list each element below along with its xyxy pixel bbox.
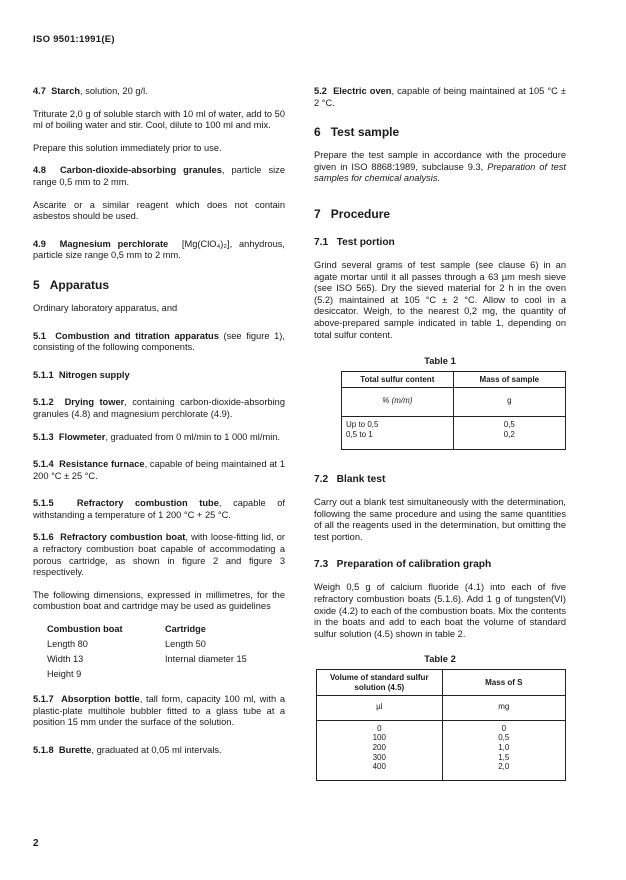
table-1-caption: Table 1 — [424, 355, 456, 367]
clause-7-3-text: Weigh 0,5 g of calcium fluoride (4.1) into each of five refractory combustion boats (5.1.6). Add 1 g of tungsten(VI) oxide (4.2) to each of the combustion boats. Mix the contents in the boats and add to each boat the volume of standard sulfur solution (4.5) shown in table 2. — [314, 582, 566, 639]
table-2-cell — [317, 720, 443, 780]
table-1-cell — [453, 416, 565, 449]
table-1-cell — [342, 416, 454, 449]
table-2-unit-volume: µl — [317, 696, 443, 721]
table-2-mass: 1,5 — [498, 752, 510, 762]
cartridge-empty — [165, 668, 247, 683]
table-2-header-mass: Mass of S — [442, 670, 565, 696]
clause-5-1-6: 5.1.6 Refractory combustion boat, with loose-fitting lid, or a refractory combustion boat capable of accommodating a porous cartridge, as shown in figure 2 and figure 3 respectively. — [33, 532, 285, 578]
cartridge-length: Length 50 — [165, 639, 206, 650]
clause-5-1-6-text: The following dimensions, expressed in millimetres, for the combustion boat and cartridge may be used as guidelines — [33, 589, 285, 612]
clause-5-1-8: 5.1.8 Burette, graduated at 0,05 ml intervals. — [33, 744, 222, 755]
clause-5-1-4: 5.1.4 Resistance furnace, capable of being maintained at 1 200 °C ± 25 °C. — [33, 459, 286, 481]
table-2-cell — [442, 720, 565, 780]
clause-4-8-note: Ascarite or a similar reagent which does not contain asbestos should be used. — [33, 199, 285, 222]
clause-5-2: 5.2 Electric oven, capable of being maintained at 105 °C ± 2 °C. — [314, 86, 566, 108]
table-2-mass: 0,5 — [498, 733, 510, 743]
document-header: ISO 9501:1991(E) — [33, 34, 115, 45]
table-2-volume: 0 — [377, 723, 382, 733]
clause-5-1-5: 5.1.5 Refractory combustion tube, capable of withstanding a temperature of 1 200 °C + 25 °C. — [33, 498, 285, 520]
table-2-caption: Table 2 — [424, 653, 456, 665]
table-1 — [341, 371, 566, 450]
table-2-volume: 300 — [372, 752, 386, 762]
section-7-heading: 7 Procedure — [314, 206, 391, 221]
table-2-unit-mass: mg — [442, 696, 565, 721]
clause-5-1-1: 5.1.1 Nitrogen supply — [33, 369, 130, 380]
table-2-mass: 2,0 — [498, 762, 510, 772]
clause-7-1-heading: 7.1 Test portion — [314, 236, 395, 248]
table-2-mass: 0 — [501, 723, 507, 733]
table-1-range: 0,5 to 1 — [346, 429, 373, 439]
dimensions-table — [47, 623, 247, 683]
clause-4-7-text: Triturate 2,0 g of soluble starch with 10 ml of water, add to 50 ml of boiling water and stir. Cool, dilute to 100 ml and mix. — [33, 108, 285, 131]
page-number: 2 — [33, 838, 39, 849]
table-2-volume: 400 — [372, 762, 386, 772]
table-1-mass: 0,5 — [503, 419, 515, 429]
table-2 — [316, 669, 566, 781]
section-6-heading: 6 Test sample — [314, 125, 400, 140]
table-1-range: Up to 0,5 — [346, 419, 379, 429]
boat-heading: Combustion boat — [47, 624, 123, 635]
clause-5-1: 5.1 Combustion and titration apparatus (see figure 1), consisting of the following components. — [33, 330, 285, 353]
section-5-text: Ordinary laboratory apparatus, and — [33, 302, 178, 313]
boat-height: Height 9 — [47, 669, 82, 680]
right-column — [314, 86, 566, 781]
clause-4-9: 4.9 Magnesium perchlorate [Mg(ClO₄)₂], anhydrous, particle size range 0,5 mm to 2 mm. — [33, 238, 285, 261]
table-1-unit-mass: g — [453, 388, 565, 417]
table-1-header-sulfur: Total sulfur content — [342, 371, 454, 388]
left-column — [33, 86, 285, 756]
table-2-volume: 200 — [372, 743, 386, 752]
cartridge-diameter: Internal diameter 15 — [165, 654, 247, 665]
table-1-mass: 0,2 — [503, 429, 515, 439]
clause-7-3-heading: 7.3 Preparation of calibration graph — [314, 559, 492, 571]
clause-7-2-heading: 7.2 Blank test — [314, 474, 386, 486]
clause-4-8: 4.8 Carbon-dioxide-absorbing granules, particle size range 0,5 mm to 2 mm. — [33, 165, 285, 187]
clause-7-2-text: Carry out a blank test simultaneously with the determination, following the same procedure and using the same quantities of all the reagents used in the determination, but omitting the test portion. — [314, 497, 566, 542]
table-2-header-volume: Volume of standard sulfur solution (4.5) — [317, 670, 443, 696]
clause-5-1-3: 5.1.3 Flowmeter, graduated from 0 ml/min to 1 000 ml/min. — [33, 431, 281, 442]
clause-4-7: 4.7 Starch, solution, 20 g/l. — [33, 86, 148, 96]
table-1-header-mass: Mass of sample — [453, 371, 565, 388]
clause-5-1-7: 5.1.7 Absorption bottle, tall form, capacity 100 ml, with a plastic-plate multihole bubbler fitted to a glass tube at a position 15 mm under the surface of the solution. — [33, 694, 285, 728]
clause-5-1-2: 5.1.2 Drying tower, containing carbon-dioxide-absorbing granules (4.8) and magnesium perchlorate (4.9). — [33, 397, 286, 419]
cartridge-heading: Cartridge — [165, 624, 206, 635]
section-6-text: Prepare the test sample in accordance with the procedure given in ISO 8868:1989, subclause 9.3, Preparation of test samples for chemical analysis. — [314, 150, 567, 184]
clause-4-7-note: Prepare this solution immediately prior to use. — [33, 142, 222, 153]
table-1-unit-sulfur: % (m/m) — [342, 388, 454, 417]
table-2-mass: 1,0 — [498, 743, 510, 752]
section-5-heading: 5 Apparatus — [33, 277, 110, 292]
clause-7-1-text: Grind several grams of test sample (see clause 6) in an agate mortar until it all passes through a 63 µm mesh sieve (see ISO 565). Dry the sieved material for 2 h in the oven (5.2) maintained at 105 °C ± 2 °C. Allow to cool in a desiccator. Weigh, to the nearest 0,2 mg, the quantity of above-prepared sample indicated in table 1, depending on total sulfur content. — [314, 259, 566, 340]
boat-width: Width 13 — [47, 654, 84, 665]
boat-length: Length 80 — [47, 639, 88, 650]
table-2-volume: 100 — [372, 733, 386, 743]
